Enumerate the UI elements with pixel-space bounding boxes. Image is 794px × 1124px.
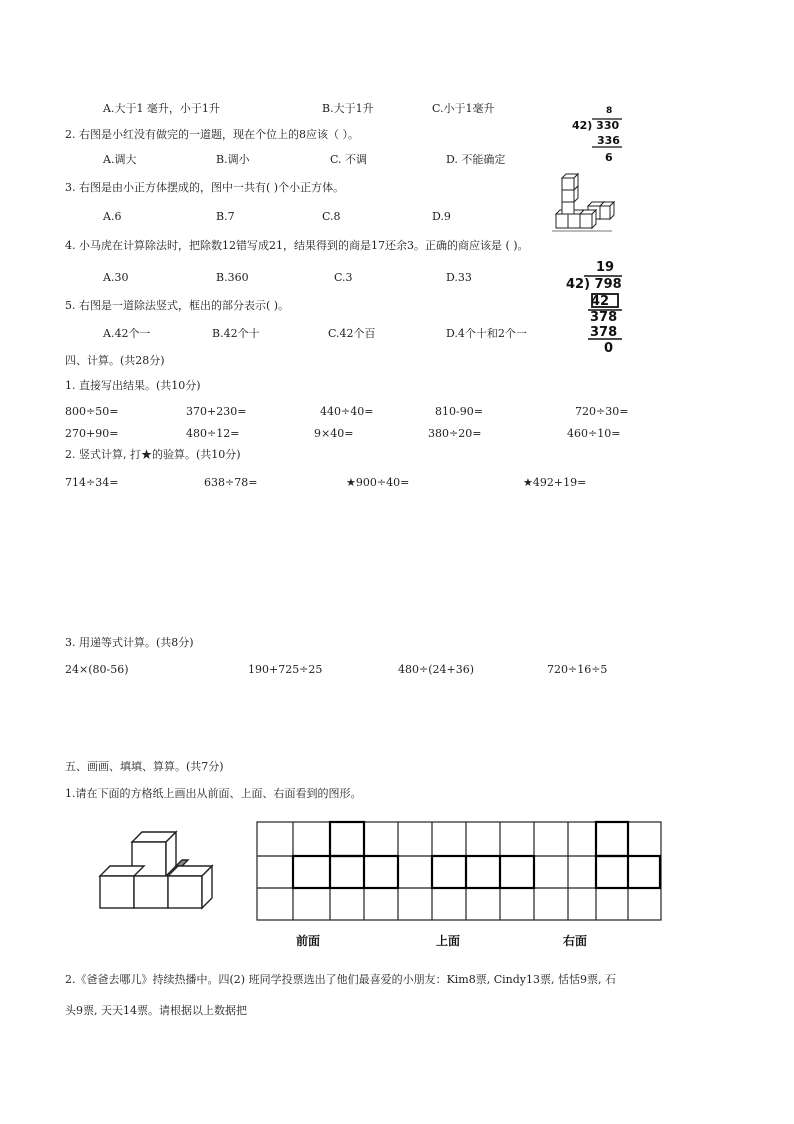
q5-option-c: C.42个百 (328, 327, 376, 340)
q1-option-b: B.大于1升 (322, 102, 374, 115)
grid-paper (256, 820, 666, 922)
q3-option-c: C.8 (322, 210, 341, 223)
fig2-divisor-dividend: 42) 330 (572, 119, 620, 132)
fig5-boxed-42: 42 (591, 294, 610, 309)
section-5-title: 五、画画、填填、算算。(共7分) (65, 760, 224, 773)
question-4: 4. 小马虎在计算除法时，把除数12错写成21，结果得到的商是17还余3。正确的商应该是 ( )。 (65, 239, 529, 252)
fig5-line3: 378 (590, 310, 618, 325)
grid-label-top: 上面 (436, 934, 461, 948)
grid-label-right: 右面 (563, 934, 588, 948)
q5-option-b: B.42个十 (212, 327, 260, 340)
q3-option-a: A.6 (103, 210, 122, 223)
oral-calc-10: 460÷10= (567, 427, 621, 440)
fig5-remainder: 0 (604, 341, 614, 356)
fig2-quotient: 8 (606, 106, 613, 116)
q2-option-b: B.调小 (216, 153, 250, 166)
vertical-calc-1: 714÷34= (65, 476, 119, 489)
question-5: 5. 右图是一道除法竖式，框出的部分表示( )。 (65, 299, 290, 312)
fig5-divisor-dividend: 42) 798 (566, 277, 622, 292)
vertical-calc-4: ★492+19= (523, 476, 587, 489)
question-3: 3. 右图是由小正方体摆成的，图中一共有( )个小正方体。 (65, 181, 345, 194)
oral-calc-4: 810-90= (435, 405, 483, 418)
oral-calc-6: 270+90= (65, 427, 119, 440)
q4-option-a: A.30 (103, 271, 129, 284)
s5q2-line1: 2.《爸爸去哪儿》持续热播中。四(2) 班同学投票选出了他们最喜爱的小朋友：Kim8票, Cindy13票, 恬恬9票, 石 (65, 973, 616, 986)
q1-option-c: C.小于1毫升 (432, 102, 495, 115)
s5q1-title: 1.请在下面的方格纸上画出从前面、上面、右面看到的图形。 (65, 787, 362, 800)
cube-stack-figure (552, 170, 614, 232)
grid-label-front: 前面 (296, 934, 321, 948)
s4q2-title: 2. 竖式计算, 打★的验算。(共10分) (65, 448, 241, 461)
oral-calc-7: 480÷12= (186, 427, 240, 440)
fig2-product: 336 (597, 134, 620, 147)
cube-structure-figure (96, 828, 216, 912)
stepwise-calc-1: 24×(80-56) (65, 663, 129, 676)
q5-option-a: A.42个一 (103, 327, 151, 340)
fig2-remainder: 6 (605, 151, 613, 164)
s4q1-title: 1. 直接写出结果。(共10分) (65, 379, 201, 392)
q2-option-a: A.调大 (103, 153, 137, 166)
s4q3-title: 3. 用递等式计算。(共8分) (65, 636, 194, 649)
vertical-calc-2: 638÷78= (204, 476, 258, 489)
s5q2-line2: 头9票, 天天14票。请根据以上数据把 (65, 1004, 247, 1017)
fig5-quotient: 19 (596, 260, 615, 275)
q3-option-b: B.7 (216, 210, 235, 223)
q4-option-c: C.3 (334, 271, 353, 284)
oral-calc-5: 720÷30= (575, 405, 629, 418)
q3-option-d: D.9 (432, 210, 451, 223)
stepwise-calc-3: 480÷(24+36) (398, 663, 475, 676)
q1-option-a: A.大于1 毫升，小于1升 (103, 102, 220, 115)
q2-option-c: C. 不调 (330, 153, 368, 166)
q2-option-d: D. 不能确定 (446, 153, 506, 166)
question-2: 2. 右图是小红没有做完的一道题，现在个位上的8应该（ ）。 (65, 128, 359, 141)
q4-option-b: B.360 (216, 271, 249, 284)
vertical-calc-3: ★900÷40= (346, 476, 410, 489)
fig5-line4: 378 (590, 325, 618, 340)
oral-calc-9: 380÷20= (428, 427, 482, 440)
stepwise-calc-4: 720÷16÷5 (547, 663, 608, 676)
q4-option-d: D.33 (446, 271, 472, 284)
oral-calc-2: 370+230= (186, 405, 247, 418)
oral-calc-1: 800÷50= (65, 405, 119, 418)
stepwise-calc-2: 190+725÷25 (248, 663, 323, 676)
oral-calc-8: 9×40= (314, 427, 354, 440)
section-4-title: 四、计算。(共28分) (65, 354, 165, 367)
q5-option-d: D.4个十和2个一 (446, 327, 527, 340)
oral-calc-3: 440÷40= (320, 405, 374, 418)
